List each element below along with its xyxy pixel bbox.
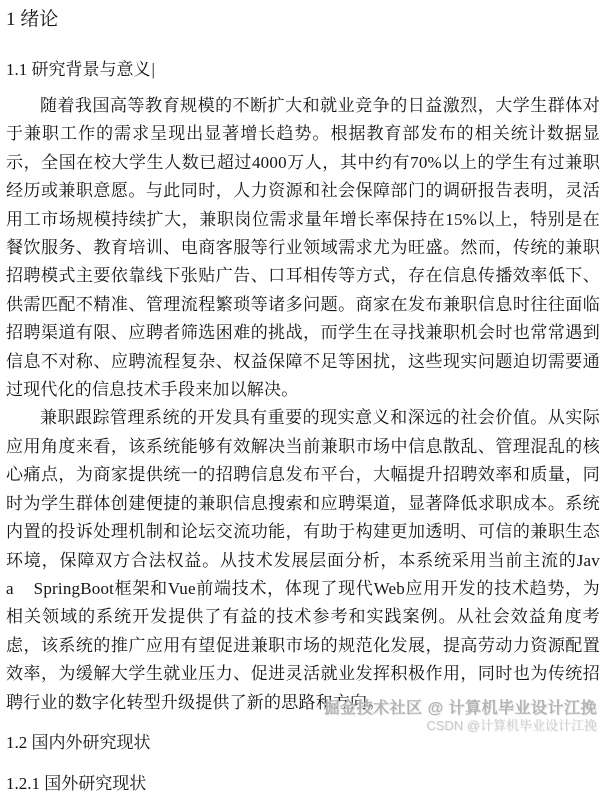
chapter-heading: 1 绪论 xyxy=(6,9,59,30)
watermark-csdn-line: CSDN @计算机毕业设计江挽 xyxy=(426,718,597,734)
section-heading-1-2: 1.2 国内外研究现状 xyxy=(6,732,151,752)
watermark-juejin-line: 掘金技术社区 @ 计算机毕业设计江挽 xyxy=(323,699,597,717)
section-heading-1-1 xyxy=(6,60,600,80)
subsection-heading-1-2-1: 1.2.1 国外研究现状 xyxy=(6,773,147,793)
text-cursor: | xyxy=(151,60,155,79)
paragraph-significance: 兼职跟踪管理系统的开发具有重要的现实意义和深远的社会价值。从实际应用角度来看，该系统能够有效解决当前兼职市场中信息散乱、管理混乱的核心痛点，为商家提供统一的招聘信息发布平台，大幅提升招聘效率和质量，同时为学生群体创建便捷的兼职信息搜索和应聘渠道，显著降低求职成本。系统内置的投诉处理机制和论坛交流功能，有助于构建更加透明、可信的兼职生态环境，保障双方合法权益。从技术发展层面分析，本系统采用当前主流的Java SpringBoot框架和Vue前端技术，体现了现代Web应用开发的技术趋势，为相关领域的系统开发提供了有益的技术参考和实践案例。从社会效益角度考虑，该系统的推广应用有望促进兼职市场的规范化发展，提高劳动力资源配置效率，为缓解大学生就业压力、促进灵活就业发挥积极作用，同时也为传统招聘行业的数字化转型升级提供了新的思路和方向。 xyxy=(6,408,600,712)
paragraph-background: 随着我国高等教育规模的不断扩大和就业竞争的日益激烈，大学生群体对于兼职工作的需求呈现出显著增长趋势。根据教育部发布的相关统计数据显示，全国在校大学生人数已超过4000万人，其中约有70%以上的学生有过兼职经历或兼职意愿。与此同时，人力资源和社会保障部门的调研报告表明，灵活用工市场规模持续扩大，兼职岗位需求量年增长率保持在15%以上，特别是在餐饮服务、教育培训、电商客服等行业领域需求尤为旺盛。然而，传统的兼职招聘模式主要依靠线下张贴广告、口耳相传等方式，存在信息传播效率低下、供需匹配不精准、管理流程繁琐等诸多问题。商家在发布兼职信息时往往面临招聘渠道有限、应聘者筛选困难的挑战，而学生在寻找兼职机会时也常常遇到信息不对称、应聘流程复杂、权益保障不足等困扰，这些现实问题迫切需要通过现代化的信息技术手段来加以解决。 xyxy=(6,96,600,400)
section-heading-1-1-text: 1.1 研究背景与意义 xyxy=(6,60,151,79)
